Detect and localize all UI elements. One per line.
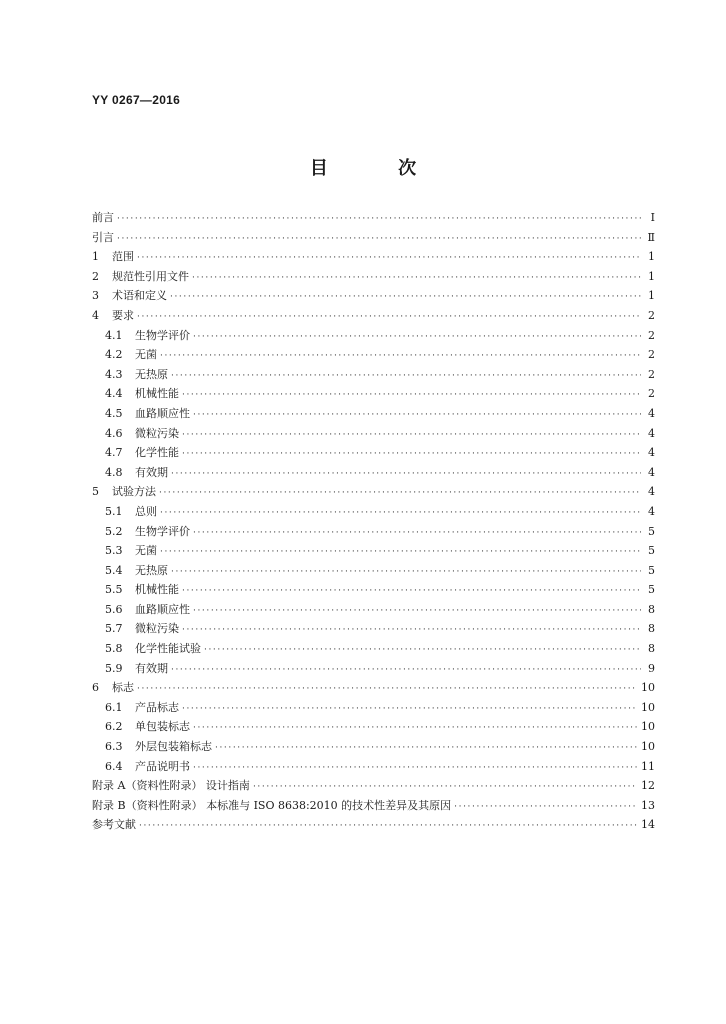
toc-entry-label: 化学性能 xyxy=(135,446,179,460)
toc-entry-number: 5.7 xyxy=(105,622,123,636)
toc-entry-page: 2 xyxy=(648,348,655,362)
toc-entry-number: 1 xyxy=(92,250,99,264)
toc-entry[interactable] xyxy=(92,463,655,483)
toc-leader-dots xyxy=(137,680,637,700)
toc-entry-page: 5 xyxy=(648,583,655,597)
toc-entry-number: 6.3 xyxy=(105,740,123,754)
toc-entry-label: 机械性能 xyxy=(135,387,179,401)
toc-entry[interactable] xyxy=(92,757,655,777)
toc-entry-number: 5 xyxy=(92,485,99,499)
toc-leader-dots xyxy=(159,484,641,504)
toc-leader-dots xyxy=(171,563,641,583)
toc-entry-page: 11 xyxy=(641,759,655,773)
toc-leader-dots xyxy=(182,445,641,465)
toc-entry-label: 无热原 xyxy=(135,563,168,577)
toc-entry[interactable] xyxy=(92,698,655,718)
toc-entry-number: 2 xyxy=(92,269,99,283)
toc-entry-label: 化学性能试验 xyxy=(135,642,201,656)
toc-entry-page: 1 xyxy=(648,289,655,303)
toc-entry-label: 无菌 xyxy=(135,544,157,558)
toc-entry-number: 5.3 xyxy=(105,544,123,558)
toc-entry-label: 微粒污染 xyxy=(135,622,179,636)
toc-entry-label: 血路顺应性 xyxy=(135,602,190,616)
toc-entry-label: 附录 B（资料性附录） 本标准与 ISO 8638:2010 的技术性差异及其原因 xyxy=(92,798,452,812)
toc-leader-dots xyxy=(160,347,641,367)
toc-leader-dots xyxy=(182,700,637,720)
toc-leader-dots xyxy=(137,249,641,269)
toc-entry-label: 参考文献 xyxy=(92,818,136,832)
toc-leader-dots xyxy=(182,386,641,406)
toc-entry[interactable] xyxy=(92,482,655,502)
toc-entry-label: 附录 A（资料性附录） 设计指南 xyxy=(92,779,250,793)
toc-entry-page: Ⅱ xyxy=(647,230,655,244)
toc-entry-page: 10 xyxy=(641,720,655,734)
toc-entry-page: 9 xyxy=(648,661,655,675)
toc-entry[interactable] xyxy=(92,776,655,796)
toc-entry-label: 产品标志 xyxy=(135,700,179,714)
toc-entry[interactable] xyxy=(92,796,655,816)
toc-entry-label: 术语和定义 xyxy=(112,289,167,303)
toc-entry-label: 要求 xyxy=(112,308,134,322)
toc-leader-dots xyxy=(182,582,641,602)
toc-entry-page: 10 xyxy=(641,700,655,714)
toc-entry[interactable] xyxy=(92,561,655,581)
toc-entry-number: 4.8 xyxy=(105,465,123,479)
toc-entry-number: 5.9 xyxy=(105,661,123,675)
toc-entry-page: 5 xyxy=(648,563,655,577)
toc-leader-dots xyxy=(215,739,637,759)
toc-entry-page: 10 xyxy=(641,681,655,695)
toc-entry-label: 前言 xyxy=(92,211,114,224)
toc-entry-number: 4.6 xyxy=(105,426,123,440)
toc-entry[interactable] xyxy=(92,639,655,659)
toc-entry-number: 4.3 xyxy=(105,367,123,381)
toc-entry[interactable] xyxy=(92,306,655,326)
toc-leader-dots xyxy=(454,798,637,818)
toc-entry-label: 标志 xyxy=(112,681,134,695)
toc-leader-dots xyxy=(193,406,641,426)
toc-leader-dots xyxy=(117,210,641,230)
toc-leader-dots xyxy=(193,759,637,779)
toc-entry-page: 13 xyxy=(641,798,655,812)
toc-entry-page: 12 xyxy=(641,779,655,793)
toc-entry-label: 生物学评价 xyxy=(135,524,190,538)
toc-entry-label: 产品说明书 xyxy=(135,759,190,773)
toc-entry-number: 5.1 xyxy=(105,504,123,518)
toc-entry-page: 4 xyxy=(648,485,655,499)
toc-entry-page: 8 xyxy=(648,622,655,636)
toc-entry[interactable] xyxy=(92,678,655,698)
toc-entry[interactable] xyxy=(92,247,655,267)
toc-entry-number: 3 xyxy=(92,289,99,303)
toc-entry-number: 5.6 xyxy=(105,602,123,616)
toc-entry[interactable] xyxy=(92,737,655,757)
toc-entry-page: 2 xyxy=(648,308,655,322)
toc-entry-label: 总则 xyxy=(135,504,157,518)
toc-entry-page: 10 xyxy=(641,740,655,754)
toc-leader-dots xyxy=(204,641,641,661)
toc-entry-label: 无菌 xyxy=(135,348,157,362)
toc-entry-label: 无热原 xyxy=(135,367,168,381)
table-of-contents xyxy=(92,208,655,835)
toc-entry[interactable] xyxy=(92,365,655,385)
toc-entry-label: 引言 xyxy=(92,230,114,244)
toc-leader-dots xyxy=(171,661,641,681)
toc-entry-label: 有效期 xyxy=(135,465,168,479)
toc-entry-number: 4 xyxy=(92,308,99,322)
toc-entry-page: 4 xyxy=(648,465,655,479)
toc-entry[interactable] xyxy=(92,600,655,620)
toc-entry-number: 5.5 xyxy=(105,583,123,597)
toc-entry-number: 6.4 xyxy=(105,759,123,773)
toc-entry-number: 5.2 xyxy=(105,524,123,538)
toc-leader-dots xyxy=(160,543,641,563)
toc-leader-dots xyxy=(193,719,637,739)
toc-entry-label: 外层包装箱标志 xyxy=(135,740,212,754)
toc-entry[interactable] xyxy=(92,502,655,522)
toc-entry[interactable] xyxy=(92,384,655,404)
toc-entry-number: 4.5 xyxy=(105,406,123,420)
toc-entry-label: 单包装标志 xyxy=(135,720,190,734)
toc-entry[interactable] xyxy=(92,267,655,287)
toc-entry-number: 6 xyxy=(92,681,99,695)
toc-leader-dots xyxy=(193,328,641,348)
toc-leader-dots xyxy=(171,367,641,387)
toc-entry[interactable] xyxy=(92,345,655,365)
toc-entry-page: 8 xyxy=(648,642,655,656)
toc-entry[interactable] xyxy=(92,424,655,444)
toc-entry[interactable] xyxy=(92,286,655,306)
toc-entry[interactable] xyxy=(92,326,655,346)
toc-entry-page: 1 xyxy=(648,250,655,264)
toc-entry-number: 4.7 xyxy=(105,446,123,460)
toc-entry-page: 4 xyxy=(648,426,655,440)
toc-entry[interactable] xyxy=(92,659,655,679)
standard-code: YY 0267—2016 xyxy=(92,93,181,107)
toc-entry-number: 4.4 xyxy=(105,387,123,401)
toc-entry[interactable] xyxy=(92,717,655,737)
toc-entry-label: 规范性引用文件 xyxy=(112,269,189,283)
toc-entry-page: 4 xyxy=(648,406,655,420)
toc-entry[interactable] xyxy=(92,522,655,542)
toc-entry-label: 机械性能 xyxy=(135,583,179,597)
toc-leader-dots xyxy=(137,308,641,328)
toc-entry[interactable] xyxy=(92,815,655,835)
toc-leader-dots xyxy=(117,230,641,250)
toc-entry-page: 4 xyxy=(648,446,655,460)
toc-entry[interactable] xyxy=(92,580,655,600)
toc-entry-page: 2 xyxy=(648,387,655,401)
toc-entry-label: 有效期 xyxy=(135,661,168,675)
toc-entry[interactable] xyxy=(92,541,655,561)
toc-entry-label: 试验方法 xyxy=(112,485,156,499)
toc-entry-number: 6.2 xyxy=(105,720,123,734)
toc-leader-dots xyxy=(192,269,641,289)
toc-leader-dots xyxy=(170,288,641,308)
toc-entry[interactable] xyxy=(92,404,655,424)
toc-entry-page: 5 xyxy=(648,544,655,558)
toc-entry-label: 血路顺应性 xyxy=(135,406,190,420)
toc-entry-label: 范围 xyxy=(112,250,134,264)
toc-entry[interactable] xyxy=(92,619,655,639)
toc-entry-page: 2 xyxy=(648,328,655,342)
toc-entry-page: 5 xyxy=(648,524,655,538)
toc-entry-page: 14 xyxy=(641,818,655,832)
toc-entry-page: 8 xyxy=(648,602,655,616)
toc-leader-dots xyxy=(193,524,641,544)
toc-entry-page: 4 xyxy=(648,504,655,518)
toc-leader-dots xyxy=(171,465,641,485)
toc-entry-page: 2 xyxy=(648,367,655,381)
toc-entry-label: 微粒污染 xyxy=(135,426,179,440)
toc-leader-dots xyxy=(182,621,641,641)
toc-leader-dots xyxy=(193,602,641,622)
toc-entry-page: Ⅰ xyxy=(650,211,655,224)
toc-entry[interactable] xyxy=(92,228,655,248)
toc-entry-number: 4.2 xyxy=(105,348,123,362)
toc-leader-dots xyxy=(182,426,641,446)
toc-entry[interactable] xyxy=(92,443,655,463)
toc-entry-number: 5.4 xyxy=(105,563,123,577)
toc-leader-dots xyxy=(139,817,637,837)
toc-entry-label: 生物学评价 xyxy=(135,328,190,342)
toc-entry-number: 6.1 xyxy=(105,700,123,714)
toc-entry-number: 5.8 xyxy=(105,642,123,656)
page-title: 目 次 xyxy=(309,158,449,179)
toc-entry-page: 1 xyxy=(648,269,655,283)
toc-entry-number: 4.1 xyxy=(105,328,123,342)
toc-entry[interactable] xyxy=(92,208,655,228)
toc-leader-dots xyxy=(160,504,641,524)
